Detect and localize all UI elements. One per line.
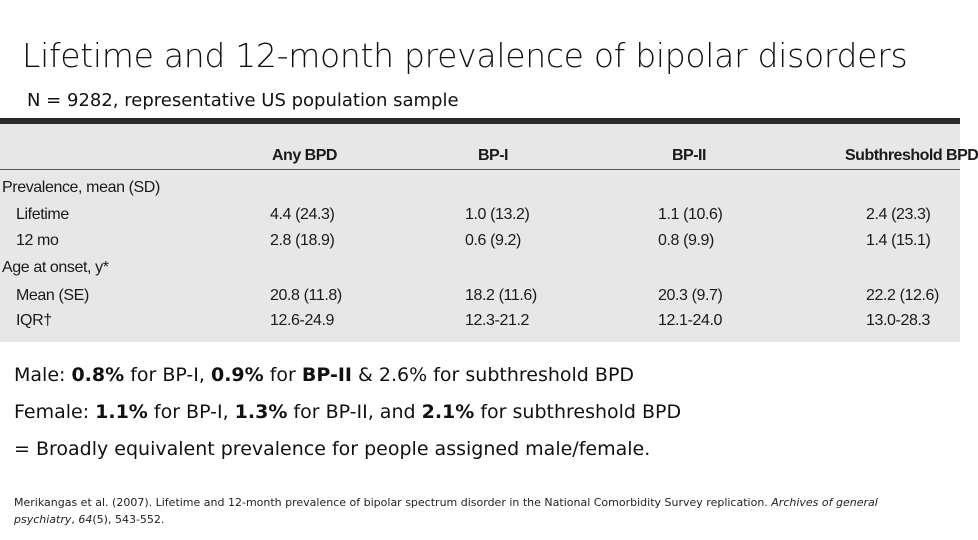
- conclusion-note: = Broadly equivalent prevalence for people assigned male/female.: [14, 438, 651, 460]
- row-label: IQR†: [16, 312, 52, 329]
- note-bold: 0.9%: [210, 364, 264, 386]
- cell-subthreshold-bpd: 22.2 (12.6): [866, 287, 939, 304]
- cell-bp-ii: 20.3 (9.7): [658, 287, 723, 304]
- slide-subtitle: N = 9282, representative US population sample: [27, 90, 459, 111]
- cell-any-bpd: 12.6-24.9: [270, 312, 335, 329]
- note-bold: 2.1%: [421, 401, 475, 423]
- cell-any-bpd: 20.8 (11.8): [270, 287, 342, 304]
- citation-volume: 64: [78, 513, 93, 526]
- cell-subthreshold-bpd: 2.4 (23.3): [866, 206, 931, 223]
- cell-bp-i: 1.0 (13.2): [465, 206, 530, 223]
- cell-bp-i: 18.2 (11.6): [465, 287, 537, 304]
- note-text: for: [263, 364, 302, 386]
- cell-subthreshold-bpd: 1.4 (15.1): [866, 232, 931, 249]
- header-bp-i: BP-I: [478, 147, 508, 164]
- note-text: for BP-II, and: [287, 401, 422, 423]
- cell-any-bpd: 4.4 (24.3): [270, 206, 335, 223]
- header-bp-ii: BP-II: [672, 147, 706, 164]
- citation-journal: Archives of general psychiatry: [14, 496, 878, 526]
- findings-notes: [14, 364, 681, 475]
- male-prevalence-note: [14, 364, 681, 401]
- note-bold: 1.3%: [234, 401, 288, 423]
- header-any-bpd: Any BPD: [272, 147, 337, 164]
- note-bold: 0.8%: [71, 364, 125, 386]
- row-label: Prevalence, mean (SD): [2, 179, 160, 196]
- note-text: for BP-I,: [124, 364, 211, 386]
- header-subthreshold-bpd: Subthreshold BPD: [845, 147, 978, 164]
- cell-bp-ii: 1.1 (10.6): [658, 206, 723, 223]
- cell-bp-ii: 12.1-24.0: [658, 312, 723, 329]
- table-row-iqr: [0, 312, 960, 336]
- prevalence-table: [0, 118, 978, 342]
- table-row-12mo: [0, 232, 960, 256]
- note-text: Female:: [14, 401, 96, 423]
- citation: [14, 494, 914, 528]
- row-label: Age at onset, y*: [2, 259, 109, 276]
- cell-bp-i: 0.6 (9.2): [465, 232, 521, 249]
- cell-subthreshold-bpd: 13.0-28.3: [866, 312, 931, 329]
- citation-text: ,: [71, 513, 79, 526]
- table-header: [0, 129, 978, 170]
- female-prevalence-note: [14, 401, 681, 438]
- note-bold: 1.1%: [95, 401, 148, 423]
- slide-title: Lifetime and 12-month prevalence of bipolar disorders: [22, 36, 908, 75]
- table-row-mean: [0, 287, 960, 311]
- cell-bp-i: 12.3-21.2: [465, 312, 530, 329]
- row-label: Lifetime: [16, 206, 69, 223]
- row-label: 12 mo: [16, 232, 59, 249]
- note-text: for BP-I,: [147, 401, 235, 423]
- table-row-age-group: [0, 259, 960, 283]
- table-row-prevalence-group: [0, 179, 960, 203]
- cell-bp-ii: 0.8 (9.9): [658, 232, 714, 249]
- note-text: Male:: [14, 364, 72, 386]
- note-text: for subthreshold BPD: [474, 401, 682, 423]
- table-row-lifetime: [0, 206, 960, 230]
- cell-any-bpd: 2.8 (18.9): [270, 232, 335, 249]
- row-label: Mean (SE): [16, 287, 89, 304]
- citation-text: Merikangas et al. (2007). Lifetime and 12-month prevalence of bipolar spectrum disorder in the National Comorbidity Survey replication.: [14, 496, 772, 509]
- note-text: & 2.6% for subthreshold BPD: [352, 364, 635, 386]
- citation-text: (5), 543-552.: [92, 513, 165, 526]
- note-bold: BP-II: [301, 364, 353, 386]
